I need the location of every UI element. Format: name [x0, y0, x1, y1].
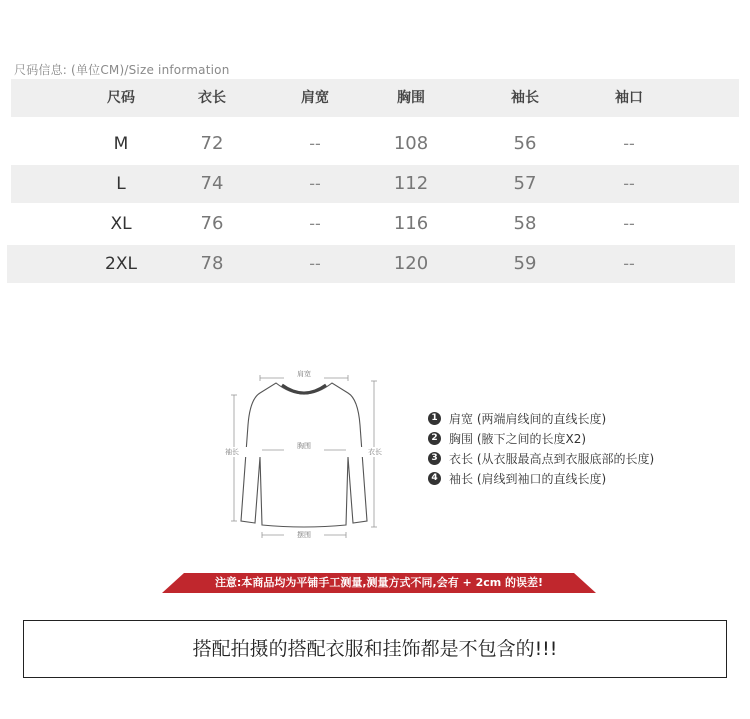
- legend-item: [428, 429, 654, 449]
- column-header: 胸围: [397, 90, 425, 106]
- table-cell: 120: [393, 253, 429, 274]
- table-cell: 76: [200, 213, 224, 234]
- chest-label: 胸围: [284, 441, 324, 451]
- table-cell: --: [309, 174, 321, 193]
- size-cell: M: [113, 134, 129, 154]
- shoulder-label: 肩宽: [284, 369, 324, 379]
- table-cell: 112: [393, 173, 429, 194]
- table-row: [11, 165, 739, 203]
- column-header: 肩宽: [301, 90, 329, 106]
- number-badge-icon: 1: [428, 412, 441, 425]
- number-badge-icon: 4: [428, 472, 441, 485]
- table-cell: 78: [200, 253, 224, 274]
- accessories-disclaimer: 搭配拍摄的搭配衣服和挂饰都是不包含的!!!: [23, 620, 727, 678]
- table-cell: --: [309, 134, 321, 153]
- notice-text: 注意:本商品均为平铺手工测量,测量方式不同,会有 + 2cm 的误差!: [214, 576, 544, 589]
- size-cell: XL: [110, 214, 132, 234]
- table-cell: 56: [513, 133, 537, 154]
- measurement-legend: [428, 409, 654, 489]
- sleeve-label: 袖长: [212, 447, 252, 457]
- length-label: 衣长: [355, 447, 395, 457]
- hem-label: 摆围: [284, 530, 324, 540]
- legend-text: 袖长 (肩线到袖口的直线长度): [449, 472, 607, 486]
- number-badge-icon: 2: [428, 432, 441, 445]
- table-cell: 108: [393, 133, 429, 154]
- garment-diagram: [220, 365, 390, 545]
- legend-text: 衣长 (从衣服最高点到衣服底部的长度): [449, 452, 655, 466]
- table-cell: 59: [513, 253, 537, 274]
- table-cell: 72: [200, 133, 224, 154]
- column-header: 尺码: [107, 90, 135, 106]
- size-cell: L: [116, 174, 126, 194]
- table-cell: --: [623, 254, 635, 273]
- table-row: [7, 245, 735, 283]
- table-header-row: [11, 79, 739, 117]
- table-cell: 74: [200, 173, 224, 194]
- legend-item: [428, 409, 654, 429]
- column-header: 衣长: [198, 90, 226, 106]
- size-cell: 2XL: [105, 254, 137, 274]
- table-cell: 57: [513, 173, 537, 194]
- table-cell: --: [623, 214, 635, 233]
- table-cell: --: [309, 214, 321, 233]
- table-row: [11, 125, 739, 163]
- measurement-notice-banner: [162, 573, 596, 593]
- legend-item: [428, 469, 654, 489]
- table-cell: 58: [513, 213, 537, 234]
- column-header: 袖口: [615, 90, 643, 106]
- table-cell: 116: [393, 213, 429, 234]
- legend-text: 胸围 (腋下之间的长度X2): [449, 432, 587, 446]
- table-cell: --: [309, 254, 321, 273]
- table-cell: --: [623, 134, 635, 153]
- number-badge-icon: 3: [428, 452, 441, 465]
- column-header: 袖长: [511, 90, 539, 106]
- legend-text: 肩宽 (两端肩线间的直线长度): [449, 412, 607, 426]
- table-row: [11, 205, 739, 243]
- legend-item: [428, 449, 654, 469]
- table-cell: --: [623, 174, 635, 193]
- size-info-caption: 尺码信息: (单位CM)/Size information: [14, 63, 230, 77]
